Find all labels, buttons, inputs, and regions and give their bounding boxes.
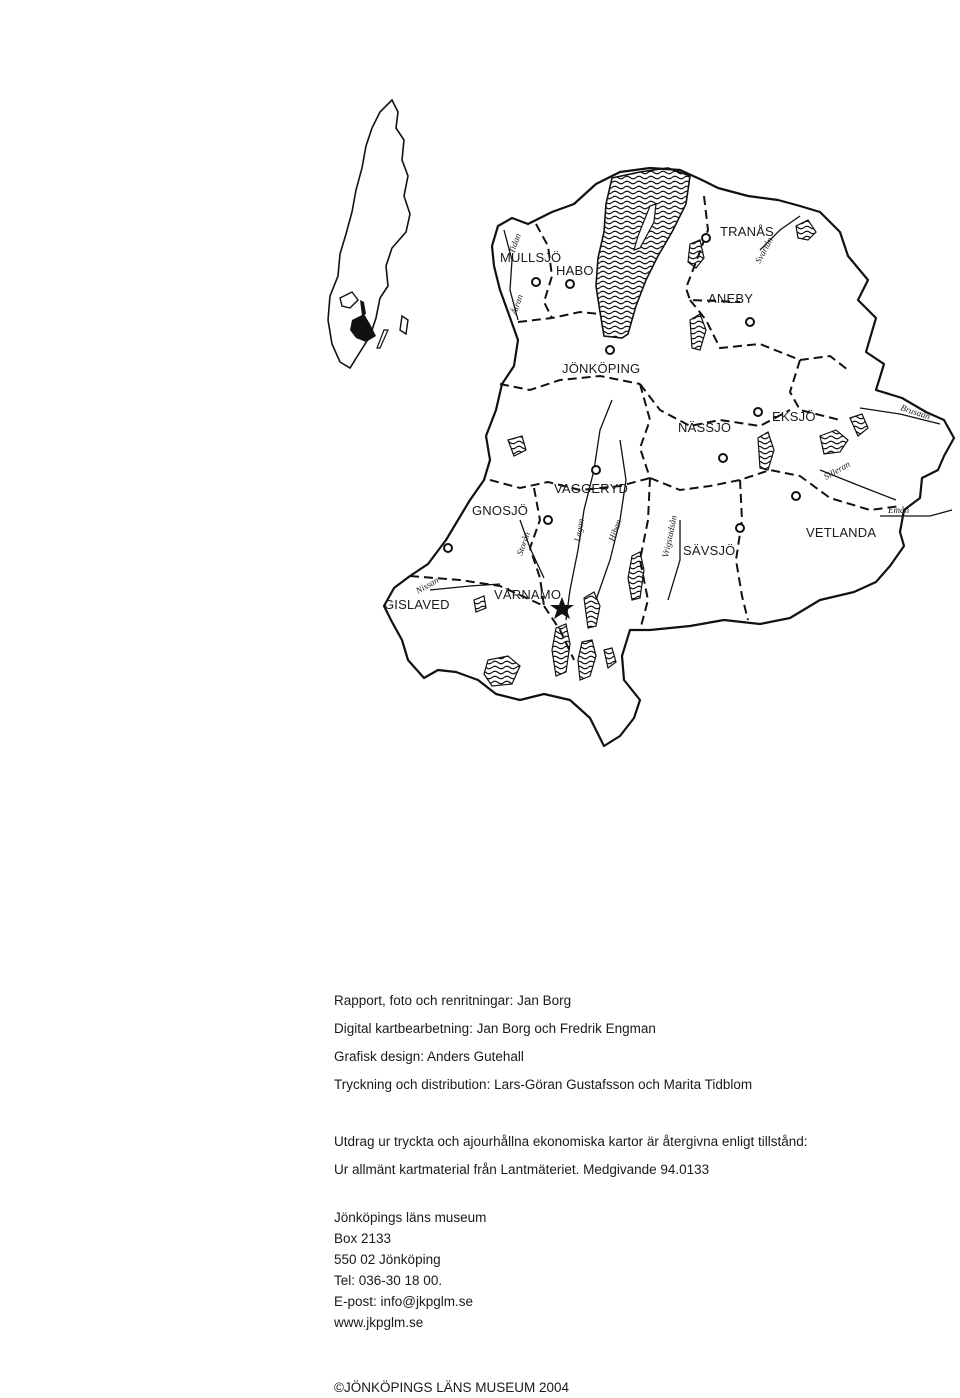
address-line: Box 2133 <box>334 1231 392 1246</box>
river-svartan-north: Svartån <box>752 235 775 265</box>
address-website: www.jkpglm.se <box>334 1315 424 1330</box>
river-atran: Ätran <box>508 292 525 316</box>
label-savsjo: SÄVSJÖ <box>683 543 736 558</box>
inset-gotland <box>400 316 408 334</box>
address-block <box>334 1207 934 1333</box>
river-hiban: Hiban <box>606 518 624 543</box>
marker-gislaved <box>444 544 452 552</box>
marker-vaggeryd <box>592 466 600 474</box>
label-vaggeryd: VAGGERYD <box>554 481 629 496</box>
river-nissan: Nissan <box>414 574 441 596</box>
address-line: Jönköpings läns museum <box>334 1210 487 1225</box>
label-nassjo: NÄSSJÖ <box>678 420 732 435</box>
label-mullsjo: MULLSJÖ <box>500 250 562 265</box>
address-line: Tel: 036-30 18 00. <box>334 1273 443 1288</box>
label-habo: HABO <box>556 263 594 278</box>
credit-line: Tryckning och distribution: Lars-Göran Gustafsson och Marita Tidblom <box>334 1077 753 1092</box>
marker-nassjo <box>719 454 727 462</box>
credits-block <box>334 987 934 1099</box>
marker-habo <box>566 280 574 288</box>
label-eksjo: EKSJÖ <box>772 409 816 424</box>
permit-line: Utdrag ur tryckta och ajourhållna ekonomiska kartor är återgivna enligt tillstånd: <box>334 1134 808 1149</box>
address-email: E-post: info@jkpglm.se <box>334 1294 474 1309</box>
permit-line: Ur allmänt kartmaterial från Lantmäteriet. Medgivande 94.0133 <box>334 1162 710 1177</box>
copyright: ©JÖNKÖPINGS LÄNS MUSEUM 2004 <box>334 1380 570 1395</box>
credit-line: Rapport, foto och renritningar: Jan Borg <box>334 993 572 1008</box>
label-gnosjo: GNOSJÖ <box>472 503 529 518</box>
marker-jonkoping <box>606 346 614 354</box>
marker-mullsjo <box>532 278 540 286</box>
address-line: 550 02 Jönköping <box>334 1252 441 1267</box>
label-gislaved: GISLAVED <box>384 597 450 612</box>
river-lagan: Lagan <box>572 517 586 543</box>
permit-block <box>334 1128 934 1184</box>
credit-line: Grafisk design: Anders Gutehall <box>334 1049 524 1064</box>
marker-gnosjo <box>544 516 552 524</box>
county-outline <box>384 168 954 746</box>
marker-savsjo <box>736 524 744 532</box>
marker-tranas <box>702 234 710 242</box>
marker-eksjo <box>754 408 762 416</box>
marker-aneby <box>746 318 754 326</box>
river-vrigstadsan: Vrigstadsån <box>660 514 679 559</box>
sweden-inset <box>328 100 410 368</box>
inset-oland <box>377 330 388 348</box>
river-brusaan: Brusaån <box>899 402 932 422</box>
marker-vetlanda <box>792 492 800 500</box>
credit-line: Digital kartbearbetning: Jan Borg och Fredrik Engman <box>334 1021 656 1036</box>
label-tranas: TRANÅS <box>720 224 774 239</box>
river-eman: Emån <box>888 505 909 515</box>
label-vetlanda: VETLANDA <box>806 525 877 540</box>
label-aneby: ANEBY <box>708 291 754 306</box>
river-storan: Storån <box>514 530 533 557</box>
river-silleran: Silleran <box>822 458 852 482</box>
label-jonkoping: JÖNKÖPING <box>562 361 641 376</box>
label-varnamo: VÄRNAMO <box>494 587 562 602</box>
river-tidan: Tidan <box>506 231 523 255</box>
